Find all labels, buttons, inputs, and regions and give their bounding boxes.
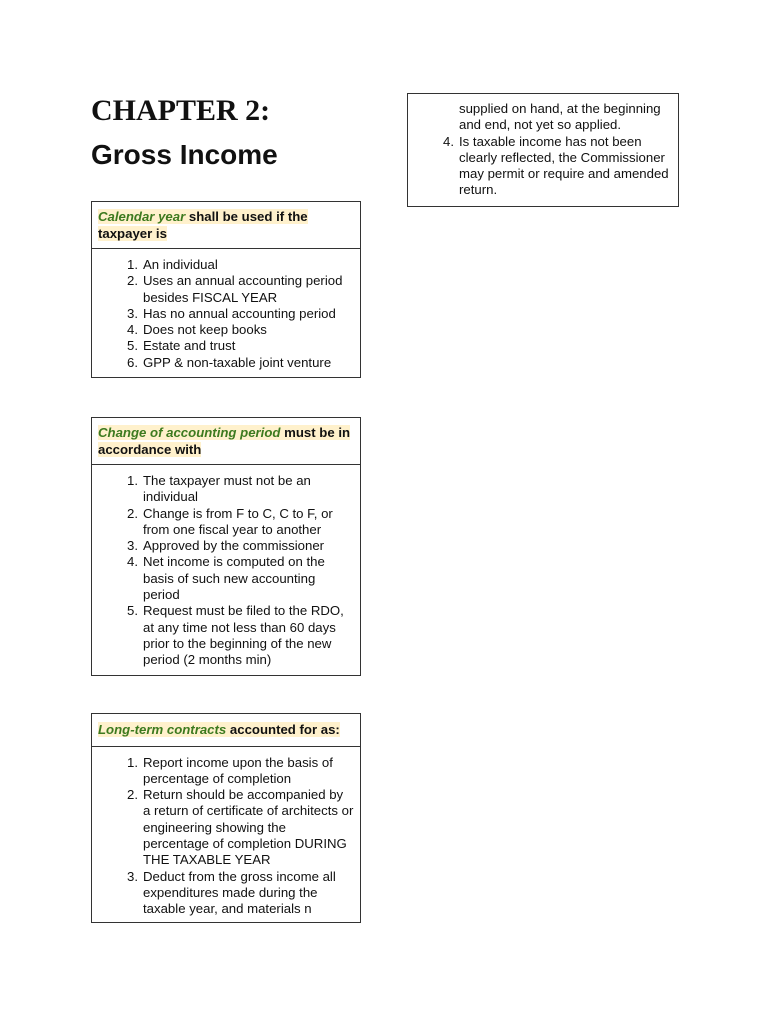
list-item: 3. Approved by the commissioner (127, 538, 325, 554)
calendar-year-header (92, 202, 360, 249)
list-item: 1. An individual (127, 257, 218, 272)
list-item: 2. Uses an annual accounting period besides FISCAL YEAR (127, 273, 343, 305)
change-accounting-period-box (91, 417, 361, 676)
calendar-year-list (98, 257, 354, 371)
continuation-text: supplied on hand, at the beginning and end, not yet so applied. (459, 101, 661, 133)
list-item: 4. Net income is computed on the basis of such new accounting period (127, 554, 325, 603)
long-term-contracts-box (91, 713, 361, 923)
list-item: 6. GPP & non-taxable joint venture (127, 354, 332, 370)
list-item: 3. Deduct from the gross income all expenditures made during the taxable year, and materials n (127, 868, 336, 917)
continuation-list (414, 134, 672, 199)
change-period-rest: must be in accordance with (98, 425, 351, 457)
list-item: 1. The taxpayer must not be an individual (127, 473, 311, 505)
list-item: 2. Change is from F to C, C to F, or from one fiscal year to another (127, 505, 333, 537)
list-item: 4. Does not keep books (127, 322, 267, 338)
list-item: 5. Estate and trust (127, 338, 236, 354)
list-item: 3. Has no annual accounting period (127, 305, 336, 321)
header-highlight (98, 425, 350, 457)
long-term-rest: accounted for as: (226, 722, 340, 737)
long-term-header (92, 714, 360, 747)
list-item: 5. Request must be filed to the RDO, at any time not less than 60 days prior to the beginning of the new period (2 months min) (127, 603, 344, 668)
long-term-list (98, 755, 354, 918)
calendar-year-rest: shall be used if the taxpayer is (98, 209, 308, 241)
calendar-year-term: Calendar year (98, 209, 186, 224)
chapter-title: Gross Income (91, 139, 278, 170)
change-period-header (92, 418, 360, 465)
change-period-list (98, 473, 354, 669)
list-item: 4. Is taxable income has not been clearly reflected, the Commissioner may permit or require and amended return. (443, 133, 669, 198)
chapter-heading: CHAPTER 2: (91, 94, 271, 127)
header-highlight (98, 209, 308, 241)
calendar-year-box (91, 201, 361, 378)
list-item: 1. Report income upon the basis of percentage of completion (127, 754, 333, 786)
continuation-box (407, 93, 679, 207)
long-term-term: Long-term contracts (98, 722, 227, 737)
list-item: 2. Return should be accompanied by a return of certificate of architects or engineering showing the percentage of completion DURING THE TAXABLE YEAR (127, 787, 354, 868)
change-period-term: Change of accounting period (98, 425, 281, 440)
header-highlight (98, 722, 340, 737)
